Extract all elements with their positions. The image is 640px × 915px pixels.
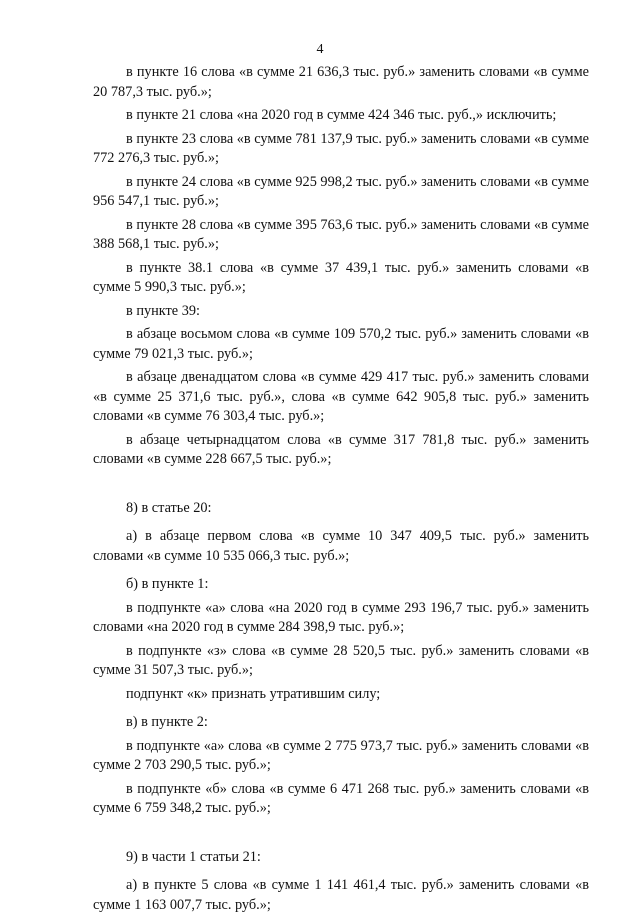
paragraph: в пункте 21 слова «на 2020 год в сумме 424 346 тыс. руб.,» исключить; (126, 107, 557, 123)
paragraph: а) в абзаце первом слова «в сумме 10 347 409,5 тыс. руб.» заменить словами «в сумме 10 535 066,3 тыс. руб.»; (93, 528, 589, 564)
paragraph: в абзаце восьмом слова «в сумме 109 570,2 тыс. руб.» заменить словами «в сумме 79 021,3 тыс. руб.»; (93, 326, 589, 362)
page-number: 4 (316, 42, 324, 57)
paragraph: в) в пункте 2: (126, 714, 208, 730)
paragraph: в подпункте «з» слова «в сумме 28 520,5 тыс. руб.» заменить словами «в сумме 31 507,3 тыс. руб.»; (93, 642, 589, 678)
section-heading: 9) в части 1 статьи 21: (126, 848, 261, 865)
section-heading: 8) в статье 20: (126, 499, 212, 516)
paragraph: в пункте 38.1 слова «в сумме 37 439,1 тыс. руб.» заменить словами «в сумме 5 990,3 тыс. руб.»; (93, 259, 589, 295)
paragraph: в пункте 24 слова «в сумме 925 998,2 тыс. руб.» заменить словами «в сумме 956 547,1 тыс. руб.»; (93, 173, 589, 209)
paragraph: в подпункте «а» слова «на 2020 год в сумме 293 196,7 тыс. руб.» заменить словами «на 2020 год в сумме 284 398,9 тыс. руб.»; (93, 599, 589, 635)
paragraph: б) в пункте 1: (126, 576, 209, 592)
paragraph: в абзаце двенадцатом слова «в сумме 429 417 тыс. руб.» заменить словами «в сумме 25 371,6 тыс. руб.», слова «в сумме 642 905,8 тыс. руб.» заменить словами «в сумме 76 303,4 тыс. руб.»; (93, 369, 589, 424)
paragraph: в подпункте «а» слова «в сумме 2 775 973,7 тыс. руб.» заменить словами «в сумме 2 703 290,5 тыс. руб.»; (93, 737, 589, 773)
paragraph: в пункте 39: (126, 302, 200, 319)
paragraph: подпункт «к» признать утратившим силу; (126, 685, 381, 702)
paragraph: в пункте 28 слова «в сумме 395 763,6 тыс. руб.» заменить словами «в сумме 388 568,1 тыс. руб.»; (93, 216, 589, 252)
document-body (93, 63, 589, 915)
paragraph: в пункте 16 слова «в сумме 21 636,3 тыс. руб.» заменить словами «в сумме 20 787,3 тыс. руб.»; (93, 64, 589, 100)
paragraph: в подпункте «б» слова «в сумме 6 471 268 тыс. руб.» заменить словами «в сумме 6 759 348,2 тыс. руб.»; (93, 780, 589, 816)
paragraph: а) в пункте 5 слова «в сумме 1 141 461,4 тыс. руб.» заменить словами «в сумме 1 163 007,7 тыс. руб.»; (93, 877, 589, 913)
paragraph: в абзаце четырнадцатом слова «в сумме 317 781,8 тыс. руб.» заменить словами «в сумме 228 667,5 тыс. руб.»; (93, 431, 589, 467)
paragraph: в пункте 23 слова «в сумме 781 137,9 тыс. руб.» заменить словами «в сумме 772 276,3 тыс. руб.»; (93, 130, 589, 166)
